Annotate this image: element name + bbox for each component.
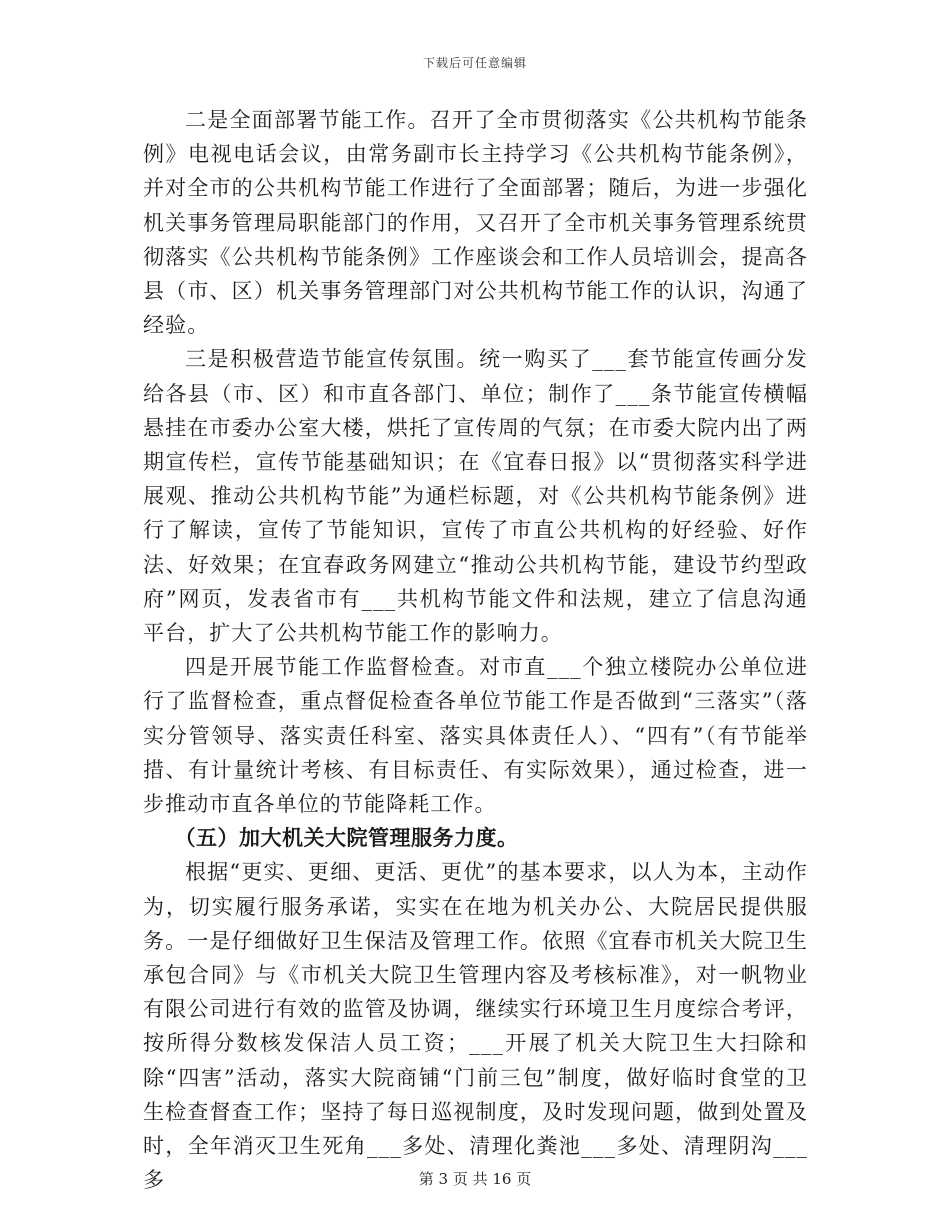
paragraph-item-2: 二是全面部署节能工作。召开了全市贯彻落实《公共机构节能条例》电视电话会议，由常务副市长主持学习《公共机构节能条例》，并对全市的公共机构节能工作进行了全面部署；随后，为进一步强化机关事务管理局职能部门的作用，又召开了全市机关事务管理系统贯彻落实《公共机构节能条例》工作座谈会和工作人员培训会，提高各县（市、区）机关事务管理部门对公共机构节能工作的认识，沟通了经验。	[143, 108, 808, 338]
section-heading: （五）加大机关大院管理服务力度。	[174, 825, 519, 851]
page-number-footer: 第 3 页 共 16 页	[418, 1170, 532, 1188]
document-body	[143, 103, 808, 1198]
paragraph-item-3: 三是积极营造节能宣传氛围。统一购买了___套节能宣传画分发给各县（市、区）和市直各部门、单位；制作了___条节能宣传横幅悬挂在市委办公室大楼，烘托了宣传周的气氛；在市委大院内出了两期宣传栏，宣传节能基础知识；在《宜春日报》以“贯彻落实科学进展观、推动公共机构节能”为通栏标题，对《公共机构节能条例》进行了解读，宣传了节能知识，宣传了市直公共机构的好经验、好作法、好效果；在宜春政务网建立“推动公共机构节能，建设节约型政府”网页，发表省市有___共机构节能文件和法规，建立了信息沟通平台，扩大了公共机构节能工作的影响力。	[143, 347, 808, 646]
paragraph-item-4: 四是开展节能工作监督检查。对市直___个独立楼院办公单位进行了监督检查，重点督促检查各单位节能工作是否做到“三落实”（落实分管领导、落实责任科室、落实具体责任人）、“四有”（有节能举措、有计量统计考核、有目标责任、有实际效果），通过检查，进一步推动市直各单位的节能降耗工作。	[143, 655, 808, 817]
paragraph-section-five: 根据“更实、更细、更活、更优”的基本要求，以人为本，主动作为，切实履行服务承诺，实实在在地为机关办公、大院居民提供服务。一是仔细做好卫生保洁及管理工作。依照《宜春市机关大院卫生承包合同》与《市机关大院卫生管理内容及考核标准》，对一帆物业有限公司进行有效的监管及协调，继续实行环境卫生月度综合考评，按所得分数核发保洁人员工资；___开展了机关大院卫生大扫除和除“四害”活动，落实大院商铺“门前三包”制度，做好临时食堂的卫生检查督查工作；坚持了每日巡视制度，及时发现问题，做到处置及时，全年消灭卫生死角___多处、清理化粪池___多处、清理阴沟___多	[143, 860, 808, 1193]
page-header-note: 下载后可任意编辑	[422, 56, 527, 70]
